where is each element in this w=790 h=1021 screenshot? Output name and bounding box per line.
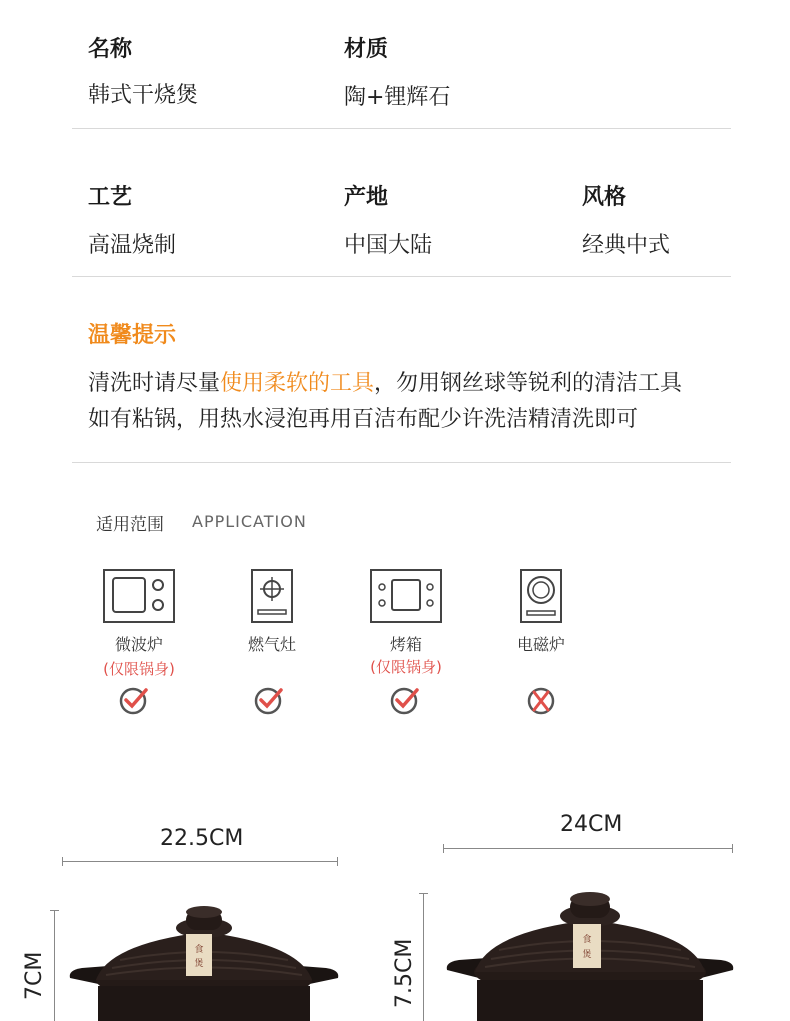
oven-icon	[370, 569, 442, 623]
svg-text:煲: 煲	[582, 950, 592, 960]
dimension-tick	[50, 910, 59, 911]
spec-label-origin: 产地	[344, 185, 389, 210]
svg-text:食: 食	[582, 935, 592, 945]
spec-value-material: 陶+锂辉石	[344, 85, 451, 110]
height-dimension-line	[423, 893, 424, 1021]
tips-line-1	[88, 366, 682, 397]
application-name-gas: 燃气灶	[247, 635, 296, 654]
pot-height-label-2: 7.5CM	[392, 938, 417, 1008]
height-dimension-line	[54, 910, 55, 1021]
width-dimension-line	[443, 848, 733, 849]
spec-value-origin: 中国大陆	[344, 233, 433, 258]
application-name-microwave: 微波炉	[114, 635, 163, 654]
tips-highlight: 使用柔软的工具	[220, 371, 375, 396]
check-icon	[390, 684, 422, 716]
svg-text:食: 食	[194, 945, 204, 955]
divider	[72, 462, 731, 463]
application-note-oven: (仅限锅身)	[370, 658, 442, 676]
application-note-microwave: (仅限锅身)	[103, 660, 175, 678]
gas-stove-icon	[251, 569, 293, 623]
dimension-tick	[337, 857, 338, 866]
application-name-induction: 电磁炉	[516, 635, 565, 654]
application-name-oven: 烤箱	[389, 635, 422, 654]
divider	[72, 128, 731, 129]
spec-value-style: 经典中式	[582, 233, 671, 258]
dimension-tick	[732, 844, 733, 853]
dimension-tick	[443, 844, 444, 853]
spec-label-craft: 工艺	[88, 185, 133, 210]
induction-cooker-icon	[520, 569, 562, 623]
pot-width-label-1: 22.5CM	[160, 826, 244, 851]
clay-pot-image	[68, 904, 340, 1021]
check-icon	[119, 684, 151, 716]
spec-value-craft: 高温烧制	[88, 233, 177, 258]
application-title-cn: 适用范围	[96, 515, 164, 535]
svg-text:煲: 煲	[194, 959, 204, 969]
tips-title: 温馨提示	[88, 323, 177, 348]
tips-line-2: 如有粘锅，用热水浸泡再用百洁布配少许洗洁精清洗即可	[88, 407, 639, 432]
spec-label-material: 材质	[344, 37, 389, 62]
dimension-tick	[419, 893, 428, 894]
width-dimension-line	[62, 861, 338, 862]
application-title-en: APPLICATION	[192, 512, 307, 531]
cross-icon	[526, 684, 558, 716]
dimension-tick	[62, 857, 63, 866]
tips-line-1-start: 清洗时请尽量	[88, 371, 221, 396]
microwave-icon	[103, 569, 175, 623]
clay-pot-image	[445, 890, 735, 1021]
spec-value-name: 韩式干烧煲	[88, 83, 199, 108]
spec-label-name: 名称	[88, 37, 133, 62]
tips-line-1-end: ，勿用钢丝球等锐利的清洁工具	[374, 371, 683, 396]
check-icon	[254, 684, 286, 716]
pot-height-label-1: 7CM	[22, 951, 47, 1000]
divider	[72, 276, 731, 277]
spec-label-style: 风格	[582, 185, 627, 210]
pot-width-label-2: 24CM	[560, 812, 623, 837]
